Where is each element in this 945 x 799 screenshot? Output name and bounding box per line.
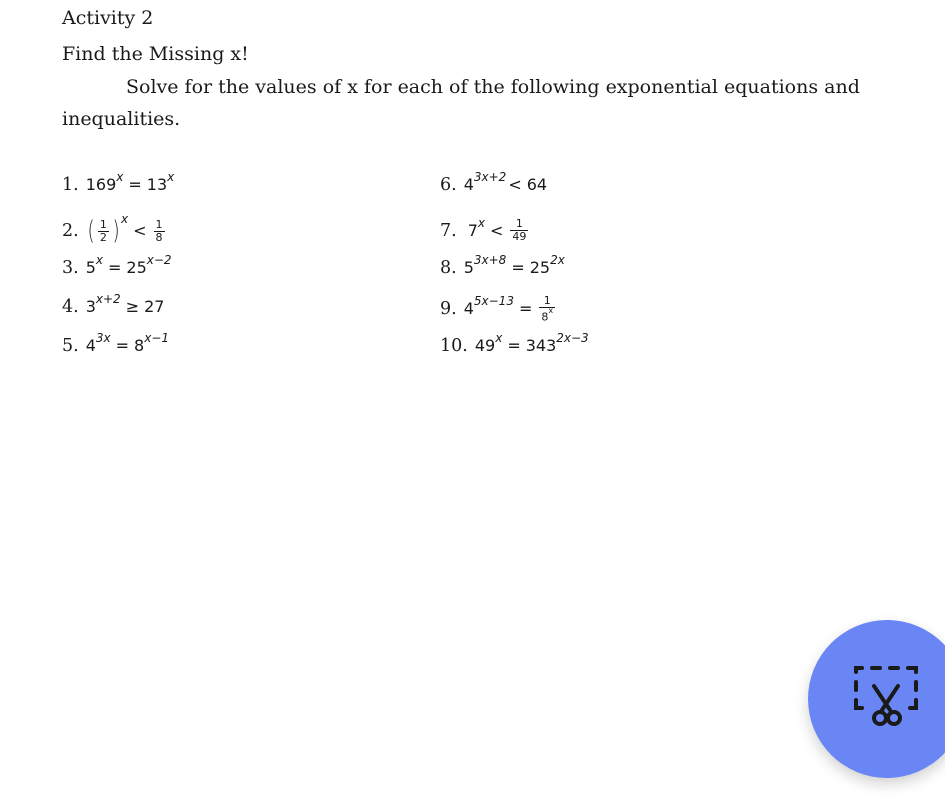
base: 4 (463, 299, 474, 319)
operator: = (128, 175, 142, 194)
numerator: 1 (515, 217, 523, 230)
base: 3 (85, 297, 96, 316)
operator: < (133, 221, 147, 240)
problem-2: 2. ( $\frac{1}{2}$ ) $^x$ < $\frac{1}{8}$ (62, 212, 163, 246)
problem-number: 5. (62, 336, 79, 356)
operator: = (518, 299, 533, 319)
base: 25 (529, 258, 551, 277)
left-paren: ( (87, 216, 95, 246)
instruction-line-2: inequalities. (62, 108, 181, 130)
base: 5 (85, 258, 96, 277)
denominator: 2 (99, 230, 107, 244)
problem-number: 6. (440, 175, 457, 195)
problem-10: 10. 49 $^x$ = 343 $^{2x-3}$ (440, 331, 589, 356)
numerator: 1 (543, 294, 551, 307)
base: 4 (85, 336, 96, 355)
problem-number: 1. (62, 175, 79, 195)
problem-number: 2. (62, 221, 79, 241)
operator: ≥ (125, 297, 140, 316)
base: 7 (467, 220, 478, 240)
problem-number: 8. (440, 258, 457, 278)
base: 5 (463, 258, 474, 277)
right-hand-side: 64 (526, 175, 548, 194)
problem-number: 7. (440, 220, 457, 241)
numerator: 1 (155, 217, 163, 231)
operator: = (507, 336, 521, 355)
right-hand-side: 27 (144, 297, 165, 316)
operator: = (115, 336, 130, 355)
base: 8 (134, 336, 145, 355)
problem-4: 4. 3 $^{x+2}$ ≥ 27 (62, 292, 165, 317)
fraction (510, 218, 528, 243)
base: 13 (146, 175, 168, 194)
problem-9: 9. 4 $^{5x-13}$ = $\frac{1}{8^x}$ (440, 294, 554, 324)
activity-subtitle: Find the Missing x! (62, 43, 249, 65)
operator: < (508, 175, 522, 194)
base: 49 (474, 336, 496, 355)
problem-number: 10. (440, 336, 468, 356)
denominator: 49 (512, 230, 527, 243)
base: 25 (126, 258, 147, 277)
denominator-base: 8 (541, 310, 549, 324)
problem-number: 3. (62, 258, 79, 278)
fraction (539, 295, 555, 324)
operator: = (108, 258, 122, 277)
problem-7: 7. 7 $^x$ < $\frac{1}{49}$ (440, 215, 527, 243)
problem-3: 3. 5 $^x$ = 25 $^{x-2}$ (62, 253, 172, 278)
problem-number: 9. (440, 299, 457, 320)
right-paren: ) (112, 216, 120, 246)
base: 343 (525, 336, 557, 355)
problem-5: 5. 4 $^{3x}$ = 8 $^{x-1}$ (62, 331, 170, 356)
base: 4 (463, 175, 474, 194)
problem-8: 8. 5 $^{3x+8}$ = 25 $^{2x}$ (440, 253, 565, 278)
instruction-line-1: Solve for the values of x for each of the following exponential equations and (126, 76, 860, 98)
denominator-exponent: x (548, 306, 554, 315)
fraction (98, 219, 109, 244)
denominator (539, 308, 555, 324)
problem-6: 6. 4 $^{3x+2}$ < 64 (440, 170, 548, 195)
activity-title: Activity 2 (62, 7, 154, 29)
problem-1: 1. 169 $^x$ = 13 $^x$ (62, 170, 175, 195)
fraction (154, 219, 165, 244)
operator: = (511, 258, 525, 277)
problem-number: 4. (62, 297, 79, 317)
numerator: 1 (99, 217, 107, 231)
base: 169 (85, 175, 117, 194)
operator: < (490, 220, 504, 240)
screenshot-cut-icon (852, 664, 924, 736)
denominator: 8 (155, 230, 163, 244)
